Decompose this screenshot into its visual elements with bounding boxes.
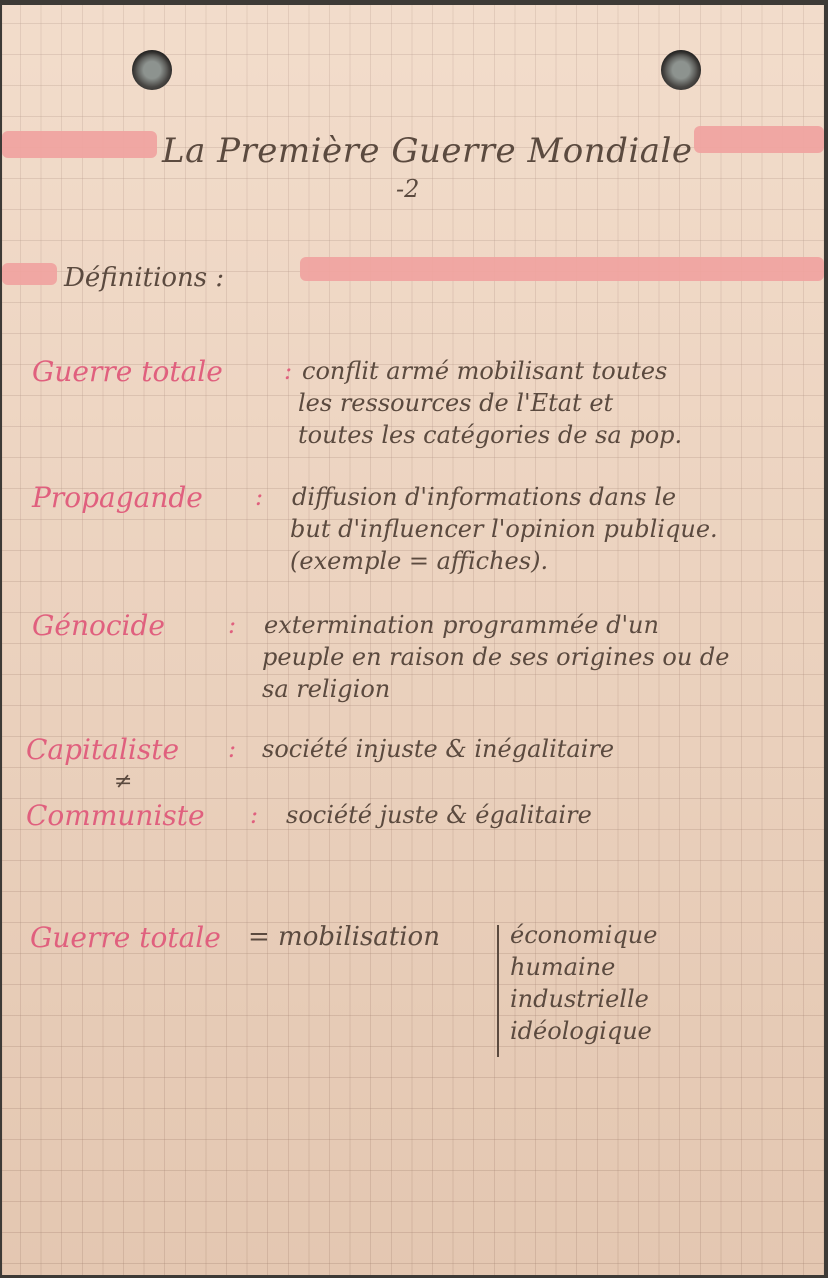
title-highlight-right bbox=[694, 126, 824, 153]
page-title: La Première Guerre Mondiale bbox=[162, 131, 693, 171]
not-equal-symbol: ≠ bbox=[114, 769, 133, 794]
definition-line: (exemple = affiches). bbox=[290, 547, 549, 575]
term-separator: : bbox=[250, 801, 259, 829]
definition-line: conflit armé mobilisant toutes bbox=[302, 357, 668, 385]
definition-line: les ressources de l'Etat et bbox=[298, 389, 614, 417]
section-highlight-right bbox=[300, 257, 824, 281]
term-separator: : bbox=[255, 483, 264, 511]
page-subtitle: -2 bbox=[396, 175, 420, 203]
term-separator: : bbox=[228, 735, 237, 763]
section-heading: Définitions : bbox=[64, 263, 225, 293]
summary-equals: = mobilisation bbox=[248, 922, 440, 952]
term-communiste: Communiste bbox=[26, 799, 205, 832]
punch-hole-right bbox=[661, 50, 701, 90]
term-separator: : bbox=[284, 357, 293, 385]
title-highlight-left bbox=[2, 131, 157, 158]
term-separator: : bbox=[228, 611, 237, 639]
punch-hole-left bbox=[132, 50, 172, 90]
definition-line: peuple en raison de ses origines ou de bbox=[262, 643, 730, 671]
summary-item: idéologique bbox=[510, 1017, 652, 1045]
summary-item: industrielle bbox=[510, 985, 649, 1013]
term-genocide: Génocide bbox=[32, 609, 165, 642]
summary-divider bbox=[497, 925, 499, 1057]
definition-line: toutes les catégories de sa pop. bbox=[298, 421, 683, 449]
definition-line: société juste & égalitaire bbox=[286, 801, 592, 829]
definition-line: société injuste & inégalitaire bbox=[262, 735, 615, 763]
definition-line: diffusion d'informations dans le bbox=[292, 483, 677, 511]
section-highlight-left bbox=[2, 263, 57, 285]
note-card bbox=[2, 5, 824, 1275]
summary-item: économique bbox=[510, 921, 658, 949]
term-guerre-totale: Guerre totale bbox=[32, 355, 223, 388]
summary-item: humaine bbox=[510, 953, 616, 981]
term-propagande: Propagande bbox=[32, 481, 203, 514]
definition-line: sa religion bbox=[262, 675, 391, 703]
term-capitaliste: Capitaliste bbox=[26, 733, 180, 766]
definition-line: extermination programmée d'un bbox=[264, 611, 659, 639]
summary-term: Guerre totale bbox=[30, 921, 221, 954]
definition-line: but d'influencer l'opinion publique. bbox=[290, 515, 718, 543]
